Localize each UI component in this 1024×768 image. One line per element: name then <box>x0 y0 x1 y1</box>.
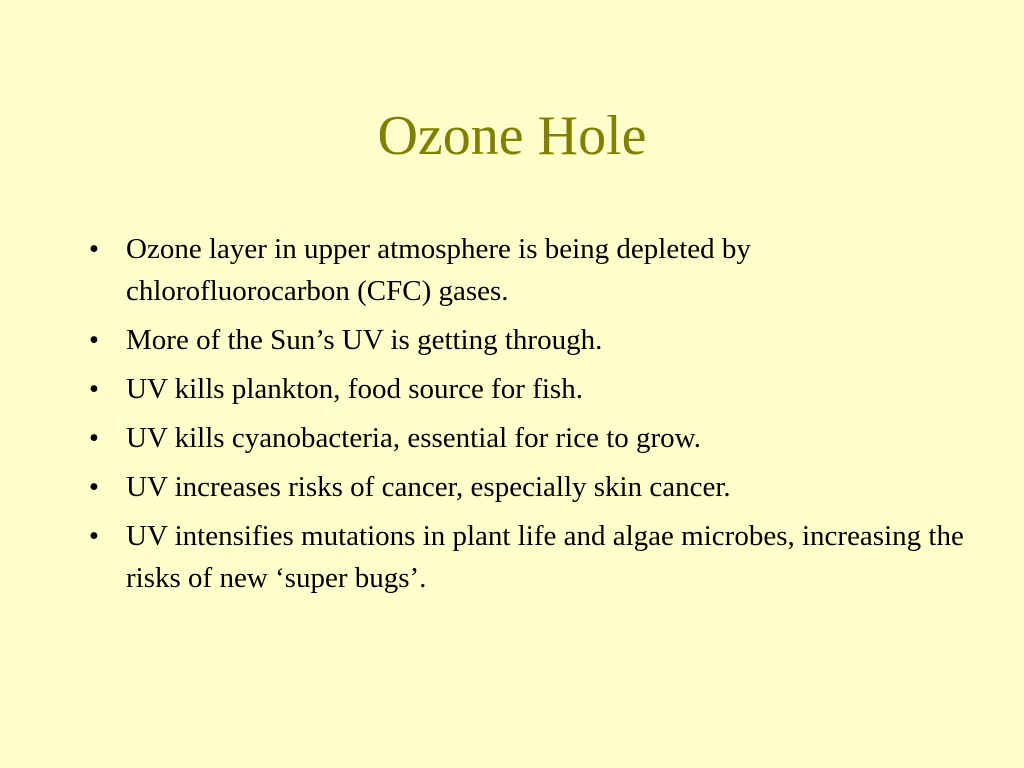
bullet-icon: • <box>88 373 100 405</box>
bullet-text: More of the Sun’s UV is getting through. <box>126 324 603 356</box>
bullet-item <box>84 228 964 312</box>
bullet-icon: • <box>88 324 100 356</box>
bullet-icon: • <box>88 233 100 265</box>
bullet-item <box>84 466 964 508</box>
bullet-text: UV kills cyanobacteria, essential for rice to grow. <box>126 422 701 454</box>
bullet-text: UV intensifies mutations in plant life and algae microbes, increasing the risks of new ‘super bugs’. <box>126 520 964 594</box>
bullet-text: UV kills plankton, food source for fish. <box>126 373 583 405</box>
bullet-item <box>84 417 964 459</box>
bullet-item <box>84 368 964 410</box>
bullet-icon: • <box>88 471 100 503</box>
bullet-text: UV increases risks of cancer, especially skin cancer. <box>126 471 731 503</box>
bullet-icon: • <box>88 520 100 552</box>
bullet-list <box>84 228 964 606</box>
bullet-text: Ozone layer in upper atmosphere is being depleted by chlorofluorocarbon (CFC) gases. <box>126 233 751 307</box>
bullet-item <box>84 515 964 599</box>
slide-title: Ozone Hole <box>377 105 647 167</box>
bullet-icon: • <box>88 422 100 454</box>
bullet-item <box>84 319 964 361</box>
